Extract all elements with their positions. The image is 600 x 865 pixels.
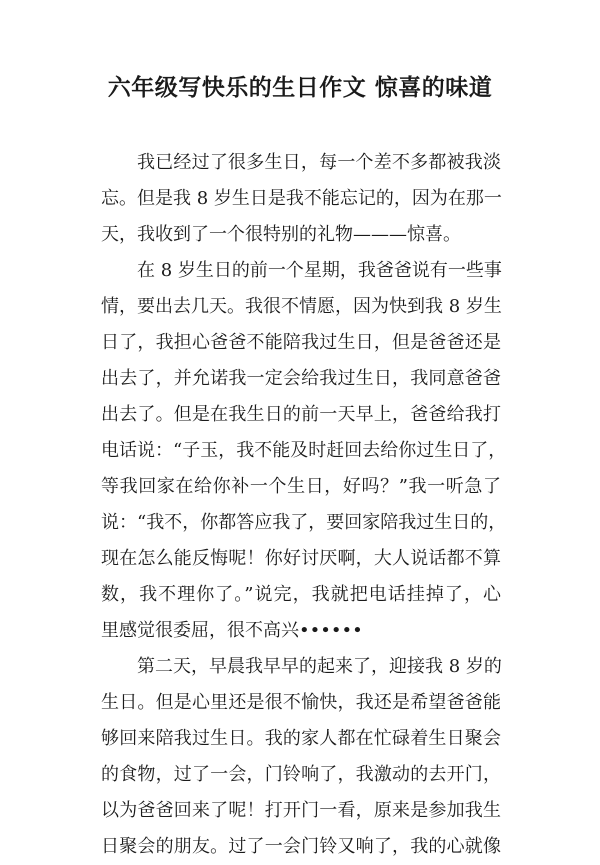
text-line: 在 8 岁生日的前一个星期，我爸爸说有一些事	[137, 260, 502, 281]
text-line: 等我回家在给你补一个生日，好吗？”我一听急了	[101, 476, 501, 497]
text-line: 以为爸爸回来了呢！打开门一看，原来是参加我生	[101, 800, 501, 821]
text-line: 日了，我担心爸爸不能陪我过生日，但是爸爸还是	[101, 332, 501, 353]
text-line: 出去了，并允诺我一定会给我过生日，我同意爸爸	[101, 368, 501, 389]
text-line: 的食物，过了一会，门铃响了，我激动的去开门，	[101, 764, 501, 785]
text-line: 出去了。但是在我生日的前一天早上，爸爸给我打	[101, 404, 501, 425]
text-line: 数，我不理你了。”说完，我就把电话挂掉了，心	[101, 584, 501, 605]
text-line: 情，要出去几天。我很不情愿，因为快到我 8 岁生	[101, 296, 502, 317]
text-line: 日聚会的朋友。过了一会门铃又响了，我的心就像	[101, 836, 501, 857]
text-line: 天，我收到了一个很特别的礼物———惊喜。	[101, 224, 461, 245]
text-line: 现在怎么能反悔呢！你好讨厌啊，大人说话都不算	[101, 548, 501, 569]
text-line: 第二天，早晨我早早的起来了，迎接我 8 岁的	[137, 656, 502, 677]
essay-body	[101, 145, 507, 865]
text-line: 够回来陪我过生日。我的家人都在忙碌着生日聚会	[101, 728, 501, 749]
text-line: 说：“我不，你都答应我了，要回家陪我过生日的，	[101, 512, 507, 533]
text-line: 电话说：“子玉，我不能及时赶回去给你过生日了，	[101, 440, 507, 461]
text-line: 忘。但是我 8 岁生日是我不能忘记的，因为在那一	[101, 188, 502, 209]
text-line: 里感觉很委屈，很不高兴••••••	[101, 620, 363, 641]
text-line: 我已经过了很多生日，每一个差不多都被我淡	[137, 152, 501, 173]
text-line: 生日。但是心里还是很不愉快，我还是希望爸爸能	[101, 692, 501, 713]
document-title: 六年级写快乐的生日作文 惊喜的味道	[107, 75, 493, 101]
